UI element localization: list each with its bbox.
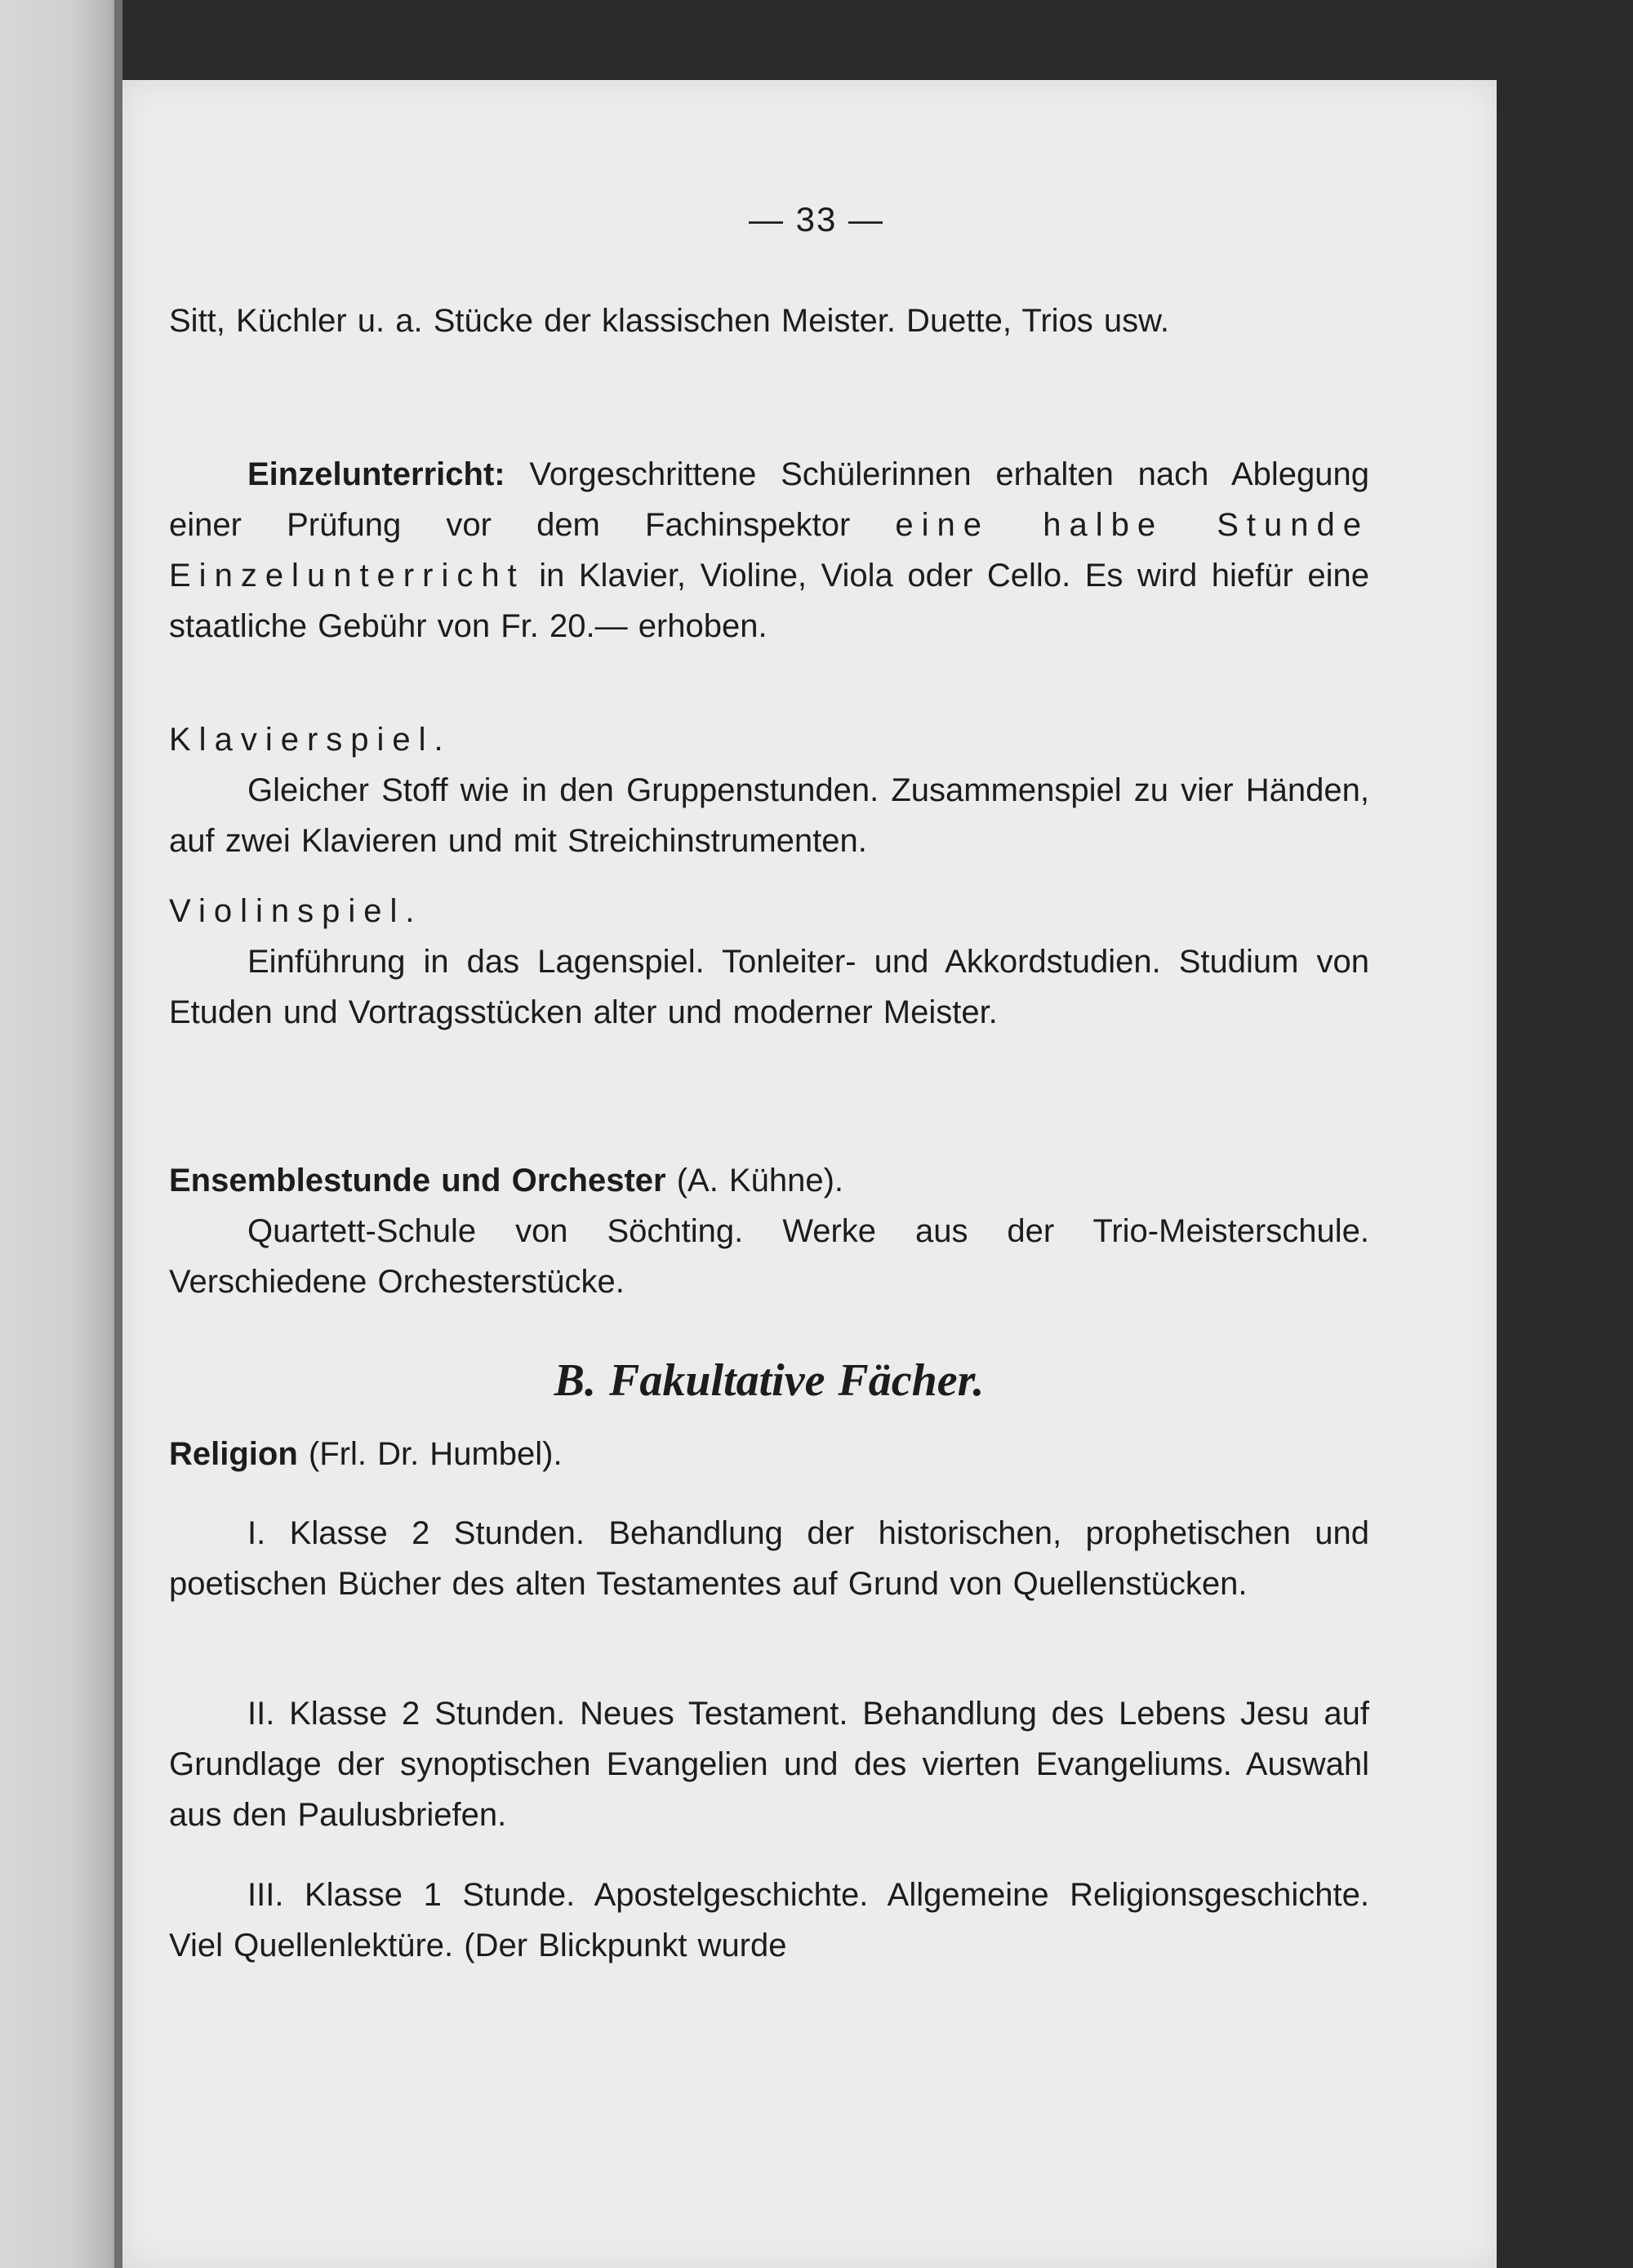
- paragraph-klasse-2: [169, 1688, 1369, 1840]
- religion-teacher: (Frl. Dr. Humbel).: [297, 1436, 563, 1472]
- klasse-3-text: III. Klasse 1 Stunde. Apostelgeschichte. Allgemeine Religionsgeschichte. Viel Quellenlektüre. (Der Blickpunkt wurde: [169, 1877, 1369, 1963]
- violinspiel-text: Einführung in das Lagenspiel. Tonleiter- und Akkordstudien. Studium von Etuden und Vortragsstücken alter und moderner Meister.: [169, 944, 1369, 1030]
- section-ensemble: [169, 1155, 1369, 1307]
- klasse-1-text: I. Klasse 2 Stunden. Behandlung der historischen, prophetischen und poetischen Bücher des alten Testamentes auf Grund von Quellenstücken.: [169, 1515, 1369, 1602]
- religion-label: Religion: [169, 1436, 298, 1472]
- ensemble-heading: [169, 1155, 1369, 1206]
- paragraph-intro: [169, 296, 1369, 346]
- facing-page-edge: [0, 0, 122, 2268]
- ensemble-teacher: (A. Kühne).: [665, 1163, 844, 1198]
- klavierspiel-heading: Klavierspiel.: [169, 722, 452, 758]
- einzelunterricht-text-a: Vorgeschrittene Schülerinnen erhalten nach Ablegung einer Prüfung vor dem Fachinspektor: [169, 456, 1369, 543]
- paragraph-einzelunterricht: [169, 449, 1369, 651]
- scan-background-top: [122, 0, 1633, 80]
- einzelunterricht-text: [169, 449, 1369, 651]
- section-violinspiel: [169, 886, 1369, 1038]
- ensemble-label: Ensemblestunde und Orchester: [169, 1163, 666, 1198]
- einzelunterricht-label: Einzelunterricht:: [247, 456, 505, 492]
- ensemble-text: Quartett-Schule von Söchting. Werke aus der Trio-Meisterschule. Verschiedene Orchesterstücke.: [169, 1213, 1369, 1300]
- einzelunterricht-text-b: in Klavier, Violine, Viola oder Cello. Es wird hiefür eine staatliche Gebühr von Fr. 20.— erhoben.: [169, 558, 1369, 644]
- klasse-2-text: II. Klasse 2 Stunden. Neues Testament. Behandlung des Lebens Jesu auf Grundlage der synoptischen Evangelien und des vierten Evangeliums. Auswahl aus den Paulusbriefen.: [169, 1696, 1369, 1833]
- section-b-title: B. Fakultative Fächer.: [554, 1355, 985, 1406]
- violinspiel-heading: Violinspiel.: [169, 893, 423, 929]
- page-number: — 33 —: [748, 200, 885, 238]
- paragraph-klasse-3: [169, 1870, 1369, 1971]
- paragraph-text: Sitt, Küchler u. a. Stücke der klassischen Meister. Duette, Trios usw.: [169, 303, 1169, 339]
- religion-heading: [169, 1429, 1369, 1479]
- section-religion: [169, 1429, 1369, 1479]
- section-b-heading: [169, 1355, 1369, 1406]
- einzelunterricht-emphasis: eine halbe Stunde Einzelunterricht: [169, 507, 1370, 594]
- scan-background-right: [1497, 80, 1633, 2268]
- klavierspiel-text: Gleicher Stoff wie in den Gruppenstunden. Zusammenspiel zu vier Händen, auf zwei Klavieren und mit Streichinstrumenten.: [169, 772, 1369, 859]
- section-klavierspiel: [169, 714, 1369, 866]
- paragraph-klasse-1: [169, 1508, 1369, 1609]
